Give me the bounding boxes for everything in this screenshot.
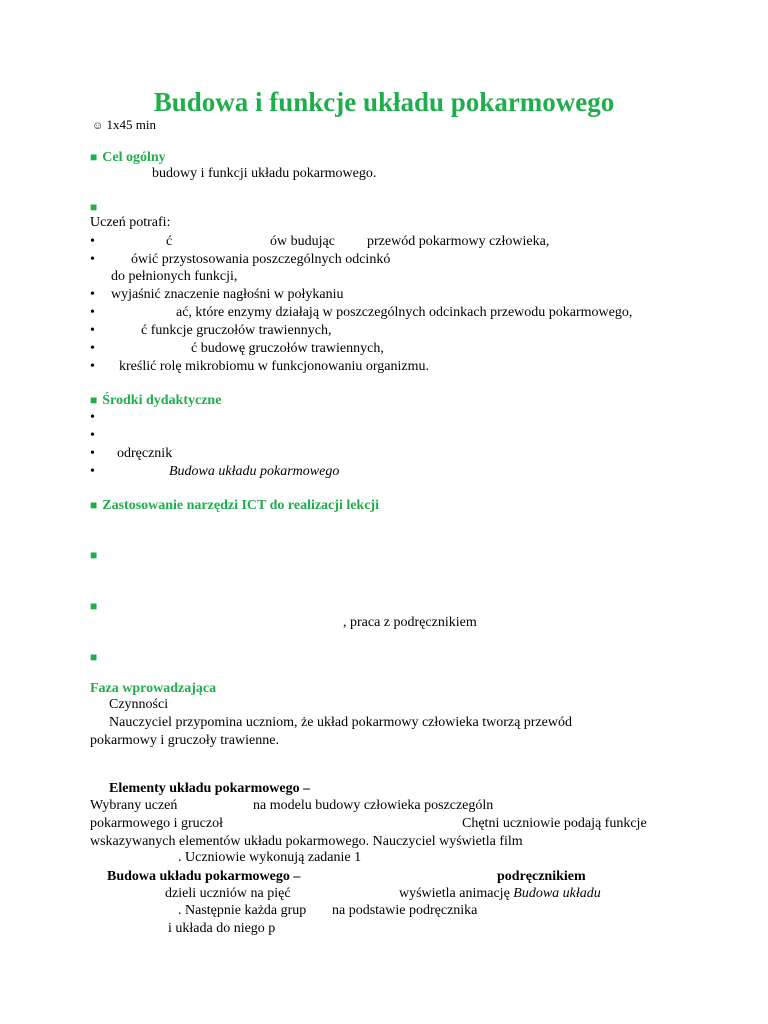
structure-line-3: i układa do niego p [168, 921, 276, 936]
square-bullet-icon: ■ [90, 548, 98, 562]
structure-line-1c: Budowa układu [513, 886, 601, 901]
bullet-icon: • [90, 287, 95, 302]
square-bullet-icon: ■ [90, 200, 98, 214]
objective-1a: ć [166, 234, 173, 249]
aid-4: Budowa układu pokarmowego [169, 464, 340, 479]
ict-heading [90, 496, 379, 515]
square-bullet-icon: ■ [90, 599, 98, 613]
objective-4: ać, które enzymy działają w poszczególnych odcinkach przewodu pokarmowego, [176, 305, 633, 320]
page-title: Budowa i funkcje układu pokarmowego [153, 87, 615, 117]
bullet-icon: • [90, 446, 95, 461]
ict-heading-text: Zastosowanie narzędzi ICT do realizacji lekcji [102, 498, 379, 513]
structure-line-2b: na podstawie podręcznika [332, 903, 478, 918]
goal-text: budowy i funkcji układu pokarmowego. [152, 166, 377, 181]
aids-heading-text: Środki dydaktyczne [102, 393, 222, 408]
objective-6: ć budowę gruczołów trawiennych, [191, 341, 384, 356]
bullet-icon: • [90, 464, 95, 479]
elements-line-3: wskazywanych elementów układu pokarmowego. Nauczyciel wyświetla film [90, 834, 523, 849]
elements-line-4: . Uczniowie wykonują zadanie 1 [178, 850, 362, 865]
objective-2a: ówić przystosowania poszczególnych odcinkó [131, 252, 391, 267]
structure-line-1a: dzieli uczniów na pięć [165, 886, 291, 901]
square-bullet-icon: ■ [90, 150, 98, 164]
objective-1b: ów budując [270, 234, 335, 249]
intro-line-2: pokarmowy i gruczoły trawienne. [90, 733, 279, 748]
bullet-icon: • [90, 428, 95, 443]
intro-phase-heading: Faza wprowadzająca [90, 681, 217, 696]
intro-line-1: Nauczyciel przypomina uczniom, że układ pokarmowy człowieka tworzą przewód [109, 715, 572, 730]
bullet-icon: • [90, 305, 95, 320]
bullet-icon: • [90, 252, 95, 267]
objective-3: wyjaśnić znaczenie nagłośni w połykaniu [111, 287, 344, 302]
section-marker [90, 648, 102, 667]
clock-icon: ☺ [92, 120, 104, 132]
structure-heading: Budowa układu pokarmowego – [107, 869, 301, 884]
bullet-icon: • [90, 323, 95, 338]
methods-text: , praca z podręcznikiem [343, 615, 477, 630]
elements-line-2a: pokarmowego i gruczoł [90, 816, 223, 831]
objective-2b: do pełnionych funkcji, [111, 269, 238, 284]
bullet-icon: • [90, 359, 95, 374]
square-bullet-icon: ■ [90, 498, 98, 512]
elements-heading: Elementy układu pokarmowego – [109, 781, 311, 796]
duration-text: 1x45 min [106, 117, 156, 132]
elements-line-1b: na modelu budowy człowieka poszczególn [253, 798, 494, 813]
bullet-icon: • [90, 410, 95, 425]
structure-line-2: . Następnie każda grup [178, 903, 307, 918]
elements-line-2b: Chętni uczniowie podają funkcje [462, 816, 647, 831]
objective-5: ć funkcje gruczołów trawiennych, [141, 323, 332, 338]
section-marker [90, 597, 102, 616]
square-bullet-icon: ■ [90, 650, 98, 664]
structure-line-1b [399, 885, 601, 903]
objective-7: kreślić rolę mikrobiomu w funkcjonowaniu organizmu. [119, 359, 430, 374]
bullet-icon: • [90, 341, 95, 356]
goal-heading-text: Cel ogólny [102, 150, 166, 165]
objective-1c: przewód pokarmowy człowieka, [367, 234, 550, 249]
bullet-icon: • [90, 234, 95, 249]
activities-label: Czynności [109, 697, 169, 712]
structure-line-1b-text: wyświetla animację [399, 886, 510, 901]
elements-line-1a: Wybrany uczeń [90, 798, 178, 813]
aids-heading [90, 391, 221, 410]
section-marker [90, 546, 102, 565]
square-bullet-icon: ■ [90, 393, 98, 407]
objectives-intro: Uczeń potrafi: [90, 215, 171, 230]
structure-heading-2: podręcznikiem [497, 869, 586, 884]
aid-3: odręcznik [117, 446, 173, 461]
duration [92, 116, 156, 135]
